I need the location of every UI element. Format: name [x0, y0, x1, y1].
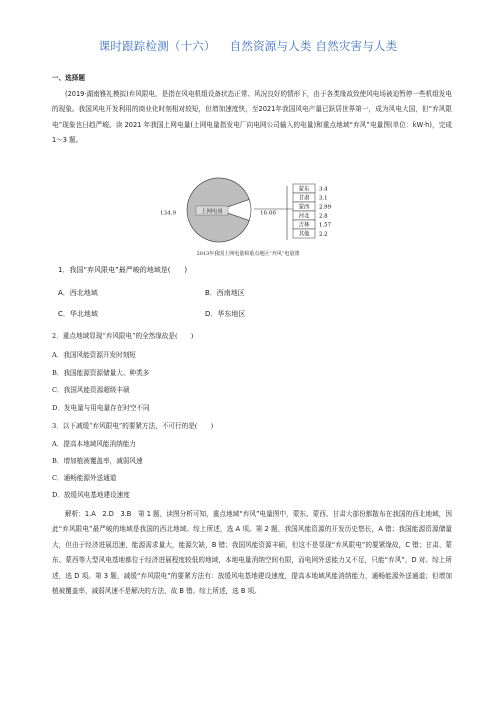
pie-chart [0, 176, 496, 260]
intro-paragraph: (2019·湖南雅礼模拟)弃风限电，是指在风电机组设备状态正常、风况良好的情形下，由于各类缘故致使风电场被迫暂停一些机组发电的现象。我国风电开发利用的商业化时刻相对较短，但增加速度快，至2021年我国风电产量已跃居世界第一，成为风电大国，但“弃风限电”现象也日趋严峻。读 2021 年我国上网电量(上网电量指发电厂向电网公司输入的电量)和重点地域“弃风”电量图(单位：kW·h)，完成 1～3 题。 [52, 90, 452, 145]
question-1-stem: 1．我国“弃风限电”最严峻的地域是( ) [58, 266, 188, 274]
breakdown-category: 河北 [298, 213, 310, 220]
section-heading: 一、选择题 [52, 74, 85, 82]
breakdown-value: 3.4 [319, 186, 328, 193]
slice-value-small: 16.06 [259, 210, 277, 217]
title-part-1: 课时跟踪检测（十六） [98, 39, 216, 53]
q3-option-a: A．提高本地域风能消纳能力 [52, 440, 136, 448]
answer-explanation: 解析：1.A 2.D 3.B 第 1 题，读图分析可知，重点地域“弃风”电量图中，蒙东、蒙西、甘肃大部份都散布在我国的西北地域，因此“弃风限电”最严峻的地域是我国的西北地域。综上所述，选 A 项。第 2 题，我国风能资源的开发历史悠长，A 错；我国能源资源储量大，但由于经济进展迅速，能源需求量大，能源欠缺，B 错；我国风能资源丰硕，但这不是显现“弃风限电”的要紧缘故，C 错；甘肃、蒙东、蒙西等大型风电基地都位于经济进展程度较低的地域，本地电量消纳空间有限，而电网外送能力又不足，只能“弃风”，D 对。综上所述，选 D 项。第 3 题，减缓“弃风限电”的要紧方法有：放缓风电基地建设速度，提高本地域风能消纳能力，通畅能源外送通道；但增加植被覆盖率，减弱风速不是解决的方法，故 B 错。综上所述，选 B 项。 [52, 510, 452, 596]
q3-option-d: D．放缓风电基地建设速度 [52, 491, 130, 499]
breakdown-category: 蒙东 [298, 186, 310, 193]
breakdown-category: 吉林 [298, 222, 310, 229]
q1-option-d: D．华东地区 [205, 310, 246, 318]
slice-value-main: 134.9 [159, 210, 176, 217]
slice-label-main: 上网电量 [201, 209, 223, 215]
q1-option-a: A．西北地域 [58, 289, 98, 297]
question-2-stem: 2．重点地域显现“弃风限电”的全然缘故是( ) [52, 332, 194, 340]
q3-option-c: C．通畅能源外送通道 [52, 474, 117, 482]
question-3-stem: 3．以下减缓“弃风限电”的要紧方法，不可行的是( ) [52, 422, 214, 430]
q2-option-b: B．我国能源资源储量大、种类多 [52, 369, 150, 377]
q2-option-a: A．我国风能资源开发时刻短 [52, 351, 136, 359]
q1-option-c: C．华北地域 [58, 310, 98, 318]
q2-option-d: D．发电量与用电量存在时空不同 [52, 404, 150, 412]
breakdown-value: 2.99 [319, 204, 332, 211]
breakdown-value: 2.8 [319, 213, 328, 220]
breakdown-value: 1.57 [319, 222, 332, 229]
breakdown-category: 甘肃 [298, 195, 310, 202]
breakdown-table [293, 184, 332, 238]
breakdown-category: 其他 [298, 231, 310, 238]
breakdown-value: 2.2 [319, 231, 328, 238]
page-title [0, 38, 496, 54]
title-part-2: 自然资源与人类 自然灾害与人类 [229, 39, 398, 53]
breakdown-category: 蒙西 [298, 204, 310, 211]
breakdown-value: 3.1 [319, 195, 328, 202]
q1-option-b: B．西南地区 [205, 289, 245, 297]
q2-option-c: C．我国风能资源超级丰硕 [52, 386, 130, 394]
chart-title: 2013年我国上网电量和重点地区“弃风”电量图 [196, 251, 300, 257]
q3-option-b: B．增加植被覆盖率，减弱风速 [52, 457, 143, 465]
